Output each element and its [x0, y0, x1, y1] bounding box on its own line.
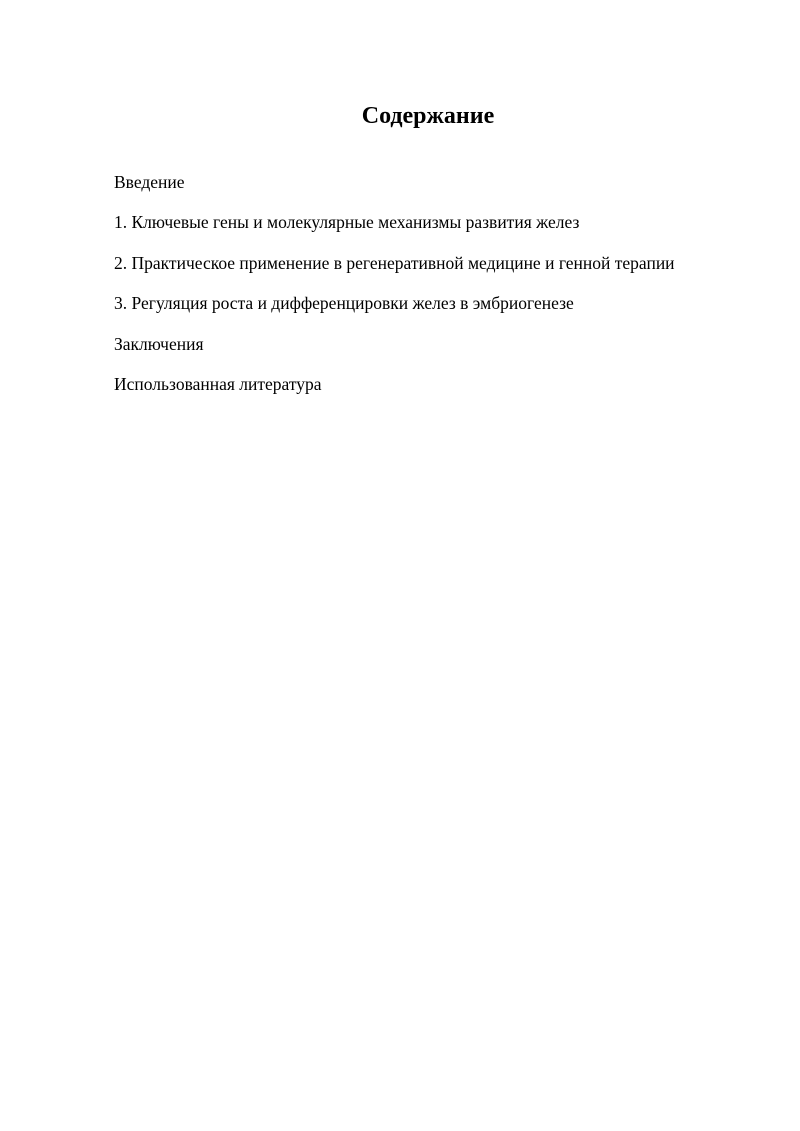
toc-item-chapter-3: 3. Регуляция роста и дифференцировки желез в эмбриогенезе	[114, 293, 574, 314]
toc-item-references: Использованная литература	[114, 373, 322, 394]
toc-item-chapter-1: 1. Ключевые гены и молекулярные механизмы развития желез	[114, 212, 580, 233]
page-title: Содержание	[361, 103, 495, 129]
toc-item-introduction: Введение	[114, 172, 185, 192]
toc-item-chapter-2: 2. Практическое применение в регенеративной медицине и генной терапии	[114, 252, 675, 273]
toc-item-conclusions: Заключения	[114, 333, 204, 354]
table-of-contents	[114, 170, 754, 412]
